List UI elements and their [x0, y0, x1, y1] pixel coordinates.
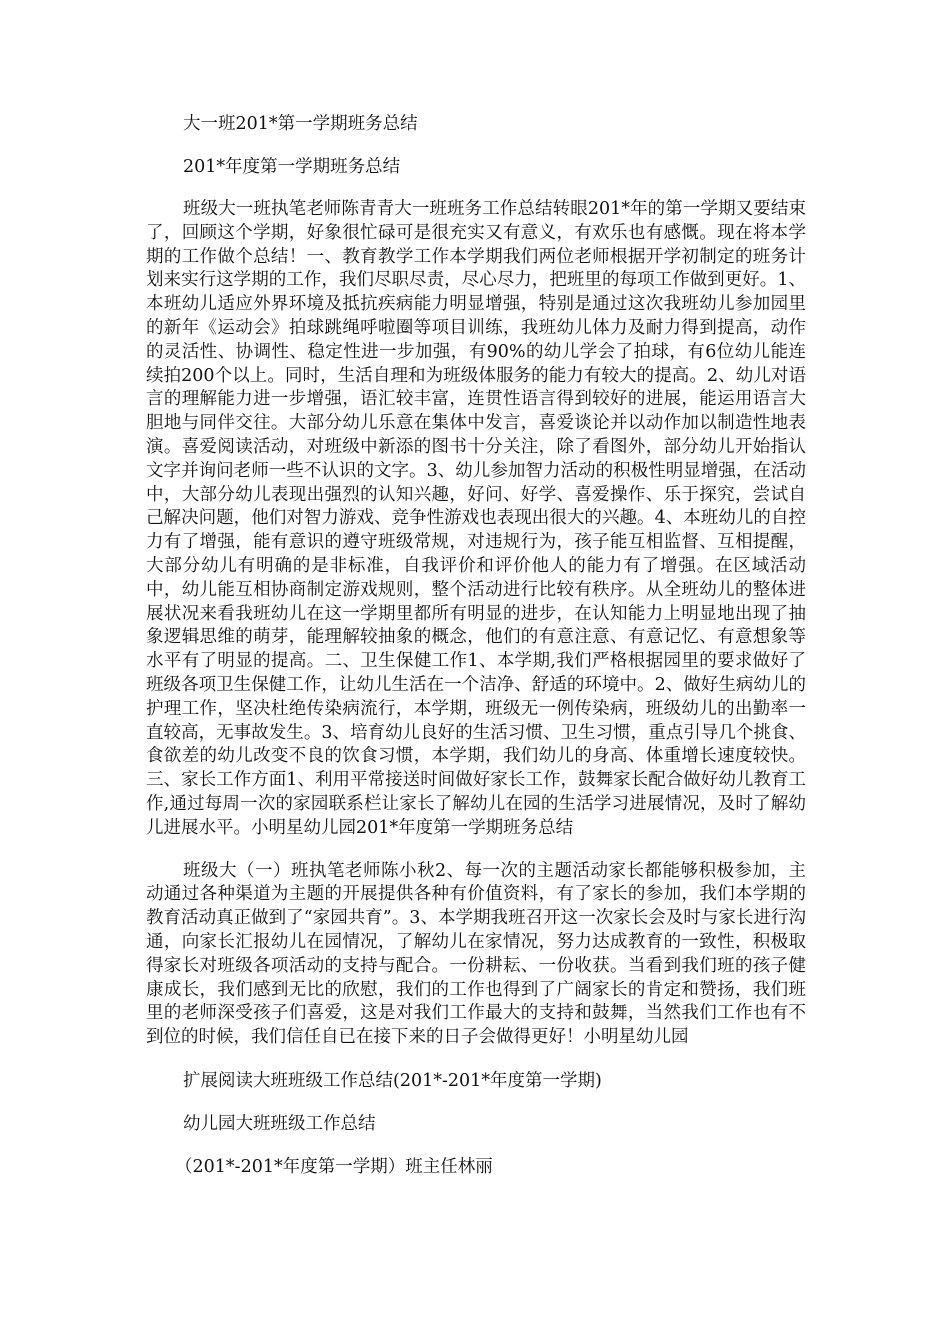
document-page: [146, 112, 806, 1179]
document-title: 大一班201*第一学期班务总结: [183, 114, 418, 134]
body-paragraph-1: 班级大一班执笔老师陈青青大一班班务工作总结转眼201*年的第一学期又要结束了，回顾这个学期，好象很忙碌可是很充实又有意义，有欢乐也有感慨。现在将本学期的工作做个总结！一、教育教学工作本学期我们两位老师根据开学初制定的班务计划来实行这学期的工作，我们尽职尽责，尽心尽力，把班里的每项工作做到更好。1、本班幼儿适应外界环境及抵抗疾病能力明显增强，特别是通过这次我班幼儿参加园里的新年《运动会》拍球跳绳呼啦圈等项目训练，我班幼儿体力及耐力得到提高，动作的灵活性、协调性、稳定性进一步加强，有90%的幼儿学会了拍球，有6位幼儿能连续拍200个以上。同时，生活自理和为班级体服务的能力有较大的提高。2、幼儿对语言的理解能力进一步增强，语汇较丰富，连贯性语言得到较好的进展，能运用语言大胆地与同伴交往。大部分幼儿乐意在集体中发言，喜爱谈论并以动作加以制造性地表演。喜爱阅读活动，对班级中新添的图书十分关注，除了看图外，部分幼儿开始指认文字并询问老师一些不认识的文字。3、幼儿参加智力活动的积极性明显增强，在活动中，大部分幼儿表现出强烈的认知兴趣，好问、好学、喜爱操作、乐于探究，尝试自己解决问题，他们对智力游戏、竞争性游戏也表现出很大的兴趣。4、本班幼儿的自控力有了增强，能有意识的遵守班级常规，对违规行为，孩子能互相监督、互相提醒，大部分幼儿有明确的是非标准，自我评价和评价他人的能力有了增强。在区域活动中，幼儿能互相协商制定游戏规则，整个活动进行比较有秩序。从全班幼儿的整体进展状况来看我班幼儿在这一学期里都所有明显的进步，在认知能力上明显地出现了抽象逻辑思维的萌芽，能理解较抽象的概念，他们的有意注意、有意记忆、有意想象等水平有了明显的提高。二、卫生保健工作1、本学期,我们严格根据园里的要求做好了班级各项卫生保健工作，让幼儿生活在一个洁净、舒适的环境中。2、做好生病幼儿的护理工作，坚决杜绝传染病流行，本学期，班级无一例传染病，班级幼儿的出勤率一直较高，无事故发生。3、培育幼儿良好的生活习惯、卫生习惯，重点引导几个挑食、食欲差的幼儿改变不良的饮食习惯，本学期，我们幼儿的身高、体重增长速度较快。三、家长工作方面1、利用平常接送时间做好家长工作，鼓舞家长配合做好幼儿教育工作,通过每周一次的家园联系栏让家长了解幼儿在园的生活学习进展情况，及时了解幼儿进展水平。小明星幼儿园201*年度第一学期班务总结: [146, 199, 806, 838]
extended-reading-title: 扩展阅读大班班级工作总结(201*-201*年度第一学期): [183, 1070, 602, 1091]
section-byline: （201*-201*年度第一学期）班主任林丽: [175, 1156, 493, 1177]
section-title: 幼儿园大班班级工作总结: [183, 1113, 376, 1134]
document-subtitle: 201*年度第一学期班务总结: [183, 157, 401, 177]
body-paragraph-2: 班级大（一）班执笔老师陈小秋2、每一次的主题活动家长都能够积极参加，主动通过各种渠道为主题的开展提供各种有价值资料，有了家长的参加，我们本学期的教育活动真正做到了“家园共育”。3、本学期我班召开这一次家长会及时与家长进行沟通，向家长汇报幼儿在园情况，了解幼儿在家情况，努力达成教育的一致性，积极取得家长对班级各项活动的支持与配合。一份耕耘、一份收获。当看到我们班的孩子健康成长，我们感到无比的欣慰，我们的工作也得到了广阔家长的肯定和赞扬，我们班里的老师深受孩子们喜爱，这是对我们工作最大的支持和鼓舞，当然我们工作也有不到位的时候，我们信任自已在接下来的日子会做得更好！小明星幼儿园: [146, 860, 806, 1048]
